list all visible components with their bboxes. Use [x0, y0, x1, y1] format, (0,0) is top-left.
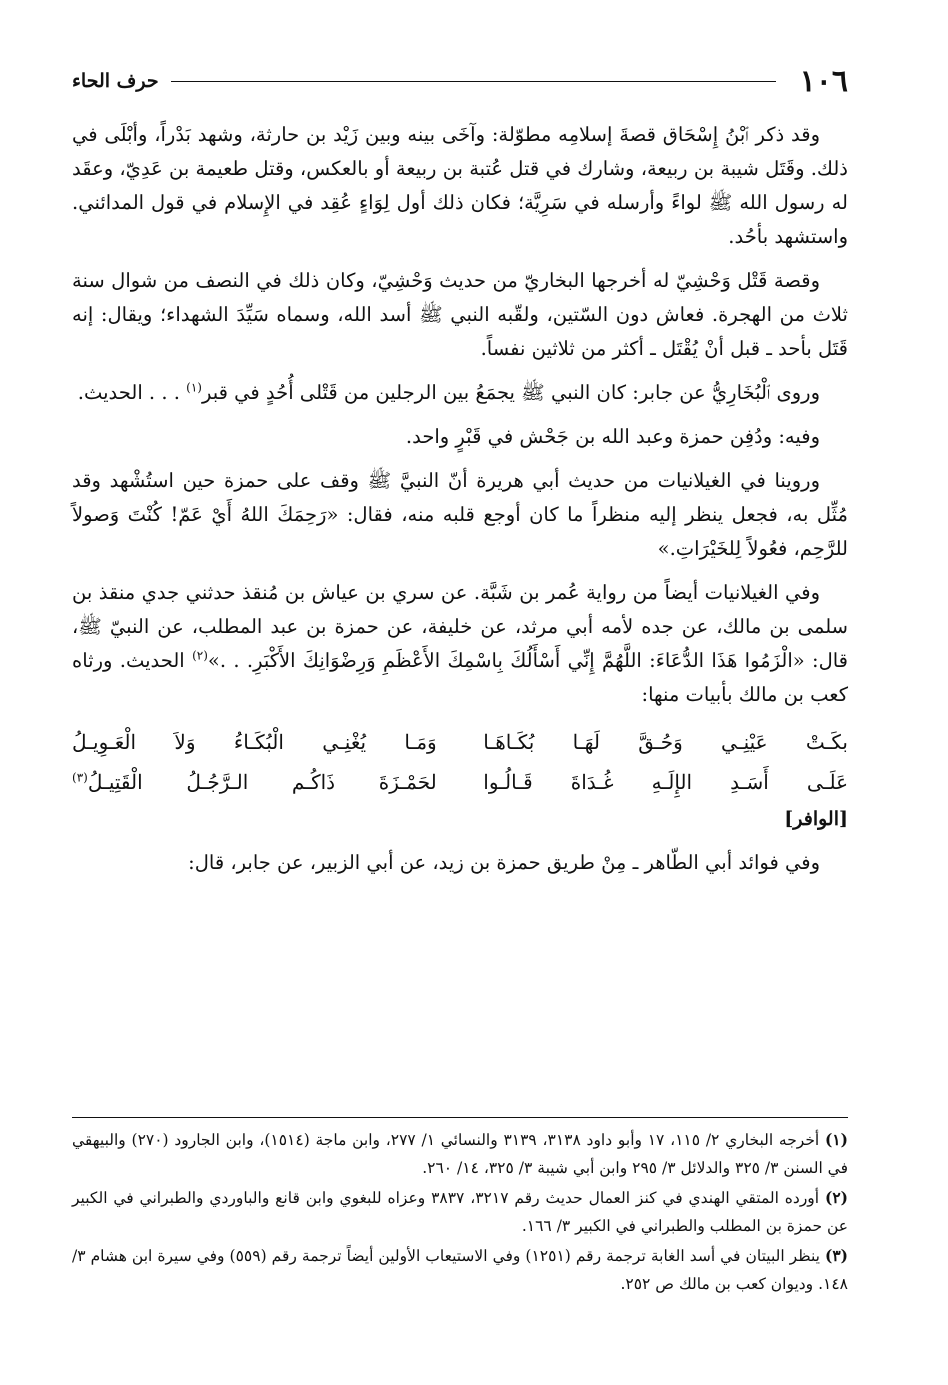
page-number: ١٠٦	[799, 63, 848, 99]
main-text	[72, 118, 848, 880]
chapter-title: حرف الحاء	[72, 70, 159, 92]
paragraph-bukhari-text: وروى ٱلْبُخَارِيُّ عن جابر: كان النبي ﷺ يجمَعُ بين الرجلين من قَتْلى أُحُدٍ في قبر	[201, 381, 820, 404]
page-header	[72, 60, 848, 102]
footnote-1	[72, 1126, 848, 1182]
footnote-mark: (٢)	[824, 1188, 848, 1207]
poem-meter: [الوافر]	[784, 808, 848, 830]
footnote-3	[72, 1242, 848, 1298]
paragraph-bukhari	[72, 376, 848, 410]
footnote-mark: (٣)	[824, 1246, 848, 1265]
poem-hemistich	[72, 762, 437, 802]
poem-hemistich: بكَـتْ عَيْنِـي وَحُـقَّ لَهَـا بُكَـاهَـا	[483, 730, 848, 754]
paragraph-ghaylaniyat: وروينا في الغيلانيات من حديث أبي هريرة أنّ النبيَّ ﷺ وقف على حمزة حين استُشْهد وقد مُثِّل به، فجعل ينظر إليه منظراً ما كان أوجع قلبه منه، فقال: «رَحِمَكَ اللهُ أَيْ عَمّ! كُنْتَ وَصولاً للرَّحِم، فعُولاً لِلخَيْرَاتِ.»	[72, 469, 848, 560]
paragraph-dua	[72, 576, 848, 712]
poem-hemistich: وَمَـا يُغْنِـي الْبُكَـاءُ وَلاَ الْعَـوِيـلُ	[72, 730, 437, 754]
footnote-ref-3: (٣)	[72, 770, 88, 785]
poem-hemistich-text: لحَمْـزَةَ ذَاكُـم الـرَّجُـلُ الْقَتِيـلُ	[87, 770, 437, 794]
footnotes	[72, 1126, 848, 1300]
paragraph-islam-story: وقد ذكر ٱبْنُ إِسْحَاق قصةَ إسلامِه مطوّلة: وآخَى بينه وبين زَيْد بن حارثة، وشهد بَدْراً، وأبْلَى في ذلك. وقَتَل شيبة بن ربيعة، وشارك في قتل عُتبة بن ربيعة أو بالعكس، وقتل طعيمة بن عَدِيّ، وعقَد له رسول الله ﷺ لواءً وأرسله في سَرِيَّة؛ فكان ذلك أول لِوَاءٍ عُقِد في الإِسلام في قول المدائني. واستشهد بأحُد.	[72, 123, 848, 248]
paragraph-burial: وفيه: ودُفِن حمزة وعبد الله بن جَحْش في قَبْرٍ واحد.	[405, 425, 820, 448]
footnote-text: أخرجه البخاري ٢/ ١١٥، ١٧ وأبو داود ٣١٣٨، ٣١٣٩ والنسائي ١/ ٢٧٧، وابن ماجة (١٥١٤)، وابن الجارود (٢٧٠) والبيهقي في السنن ٣/ ٣٢٥ والدلائل ٣/ ٢٩٥ وابن أبي شيبة ٣/ ٣٢٥، ١٤/ ٢٦٠.	[72, 1131, 848, 1177]
footnote-text: ينظر البيتان في أسد الغابة ترجمة رقم (١٢٥١) وفي الاستيعاب الأولين أيضاً ترجمة رقم (٥٥٩) وفي سيرة ابن هشام ٣/ ١٤٨. وديوان كعب بن مالك ص ٢٥٢.	[72, 1247, 848, 1293]
poem-verse	[72, 722, 848, 762]
footnote-text: أورده المتقي الهندي في كنز العمال حديث رقم ٣٢١٧، ٣٨٣٧ وعزاه للبغوي وابن قانع والباوردي والطبراني في الكبير عن حمزة بن المطلب والطبراني في الكبير ٣/ ١٦٦.	[72, 1189, 848, 1235]
poem	[72, 722, 848, 802]
footnote-2	[72, 1184, 848, 1240]
paragraph-abu-tahir: وفي فوائد أبي الطّاهر ـ مِنْ طريق حمزة بن زيد، عن أبي الزبير، عن جابر، قال:	[188, 851, 820, 874]
footnote-divider	[72, 1117, 848, 1118]
footnote-mark: (١)	[824, 1130, 848, 1149]
header-rule	[171, 81, 776, 82]
poem-verse	[72, 762, 848, 802]
footnote-ref-1: (١)	[186, 380, 202, 395]
paragraph-wahshi: وقصة قَتْل وَحْشِيّ له أخرجها البخاريّ من حديث وَحْشِيّ، وكان ذلك في النصف من شوال سنة ثلاث من الهجرة. فعاش دون السّتين، ولقّبه النبي ﷺ أسد الله، وسماه سَيِّدَ الشهداء؛ ويقال: إنه قَتَل بأحد ـ قبل أنْ يُقْتَل ـ أكثر من ثلاثين نفساً.	[72, 269, 848, 360]
paragraph-dua-text: وفي الغيلانيات أيضاً من رواية عُمر بن شَبَّة. عن سري بن عياش بن مُنقذ حدثني جدي منقذ بن سلمى بن مالك، عن جده لأمه أبي مرثد، عن خليفة، عن حمزة بن عبد المطلب، عن النبيّ ﷺ، قال: «الْزَمُوا هَذَا الدُّعَاءَ: اللَّهُمَّ إِنِّي أَسْأَلُكَ بِاسْمِكَ الأَعْظَمِ وَرِضْوَانِكَ الأَكْبَرِ. . .»	[72, 581, 849, 672]
book-page	[72, 60, 848, 1340]
footnote-ref-2: (٢)	[192, 648, 208, 663]
paragraph-dua-tail: الحديث. ورثاه كعب بن مالك بأبيات منها:	[72, 649, 848, 706]
paragraph-bukhari-tail: . . . الحديث.	[77, 381, 180, 404]
poem-hemistich: عَلَـى أَسَـدِ الإِلَـهِ غُـدَاةَ قَـالُـوا	[483, 770, 848, 794]
